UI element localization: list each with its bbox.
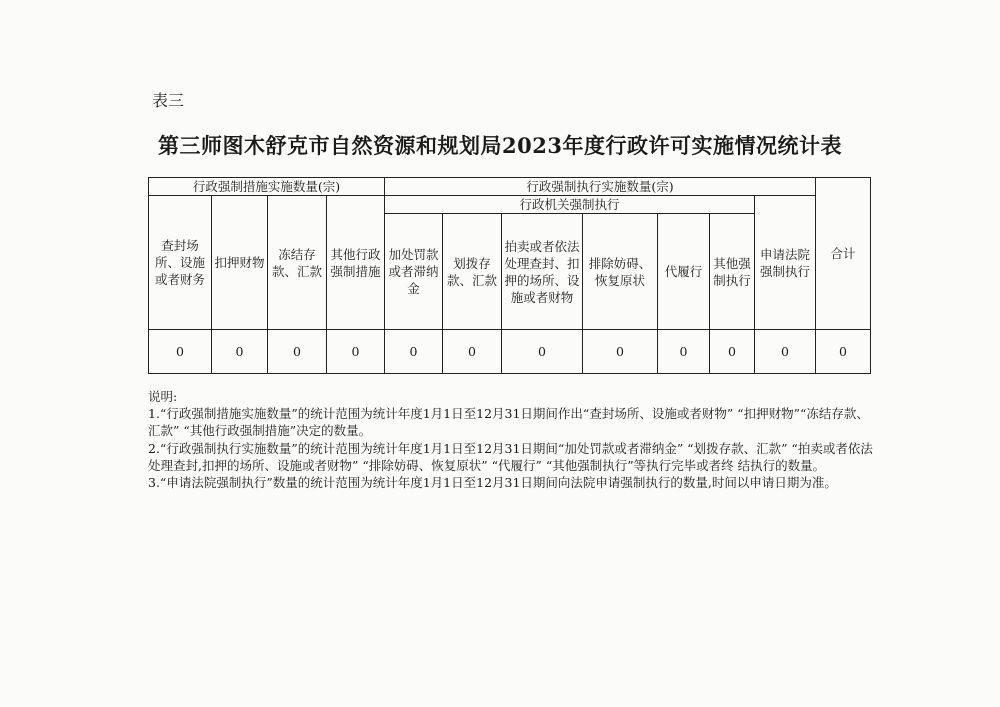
header-seal: 查封场所、设施或者财务 [149,196,212,330]
header-row-1 [149,178,871,196]
header-auction: 拍卖或者依法处理查封、扣押的场所、设施或者财物 [502,214,583,330]
value-cell: 0 [149,330,212,374]
table-row [149,330,871,374]
header-measures-group: 行政强制措施实施数量(宗) [149,178,385,196]
header-transfer: 划拨存款、汇款 [443,214,502,330]
header-remove: 排除妨碍、恢复原状 [583,214,658,330]
note-item-2: 2.“行政强制执行实施数量”的统计范围为统计年度1月1日至12月31日期间“加处罚款或者滞纳金” “划拨存款、汇款” “拍卖或者依法处理查封,扣押的场所、设施或者财物” “排除妨碍、恢复原状” “代履行” “其他强制执行”等执行完毕或者终 结执行的数量。 [148,440,873,473]
document-title: 第三师图木舒克市自然资源和规划局2023年度行政许可实施情况统计表 [158,133,842,158]
notes-heading: 说明: [148,389,178,404]
header-total: 合计 [816,178,871,330]
note-item-1: 1.“行政强制措施实施数量”的统计范围为统计年度1月1日至12月31日期间作出“查封场所、设施或者财物” “扣押财物”“冻结存款、汇款” “其他行政强制措施”决定的数量。 [148,406,869,439]
header-detain: 扣押财物 [212,196,268,330]
header-execution-group: 行政强制执行实施数量(宗) [385,178,816,196]
header-freeze: 冻结存款、汇款 [268,196,327,330]
document-label: 表三 [152,91,185,110]
value-cell: 0 [583,330,658,374]
header-fine: 加处罚款或者滞纳金 [385,214,443,330]
value-cell: 0 [327,330,385,374]
value-cell: 0 [755,330,816,374]
value-cell: 0 [816,330,871,374]
value-cell: 0 [268,330,327,374]
header-agency-subgroup: 行政机关强制执行 [385,196,755,214]
value-cell: 0 [658,330,710,374]
value-cell: 0 [710,330,755,374]
header-row-2 [149,196,871,214]
header-other-exec: 其他强制执行 [710,214,755,330]
value-cell: 0 [385,330,443,374]
value-cell: 0 [443,330,502,374]
value-cell: 0 [502,330,583,374]
note-item-3: 3.“申请法院强制执行”数量的统计范围为统计年度1月1日至12月31日期间向法院申请强制执行的数量,时间以申请日期为准。 [148,475,837,491]
header-other-measures: 其他行政强制措施 [327,196,385,330]
value-cell: 0 [212,330,268,374]
statistics-table [148,177,871,374]
header-substitute: 代履行 [658,214,710,330]
header-court: 申请法院强制执行 [755,196,816,330]
notes-section [148,388,873,491]
